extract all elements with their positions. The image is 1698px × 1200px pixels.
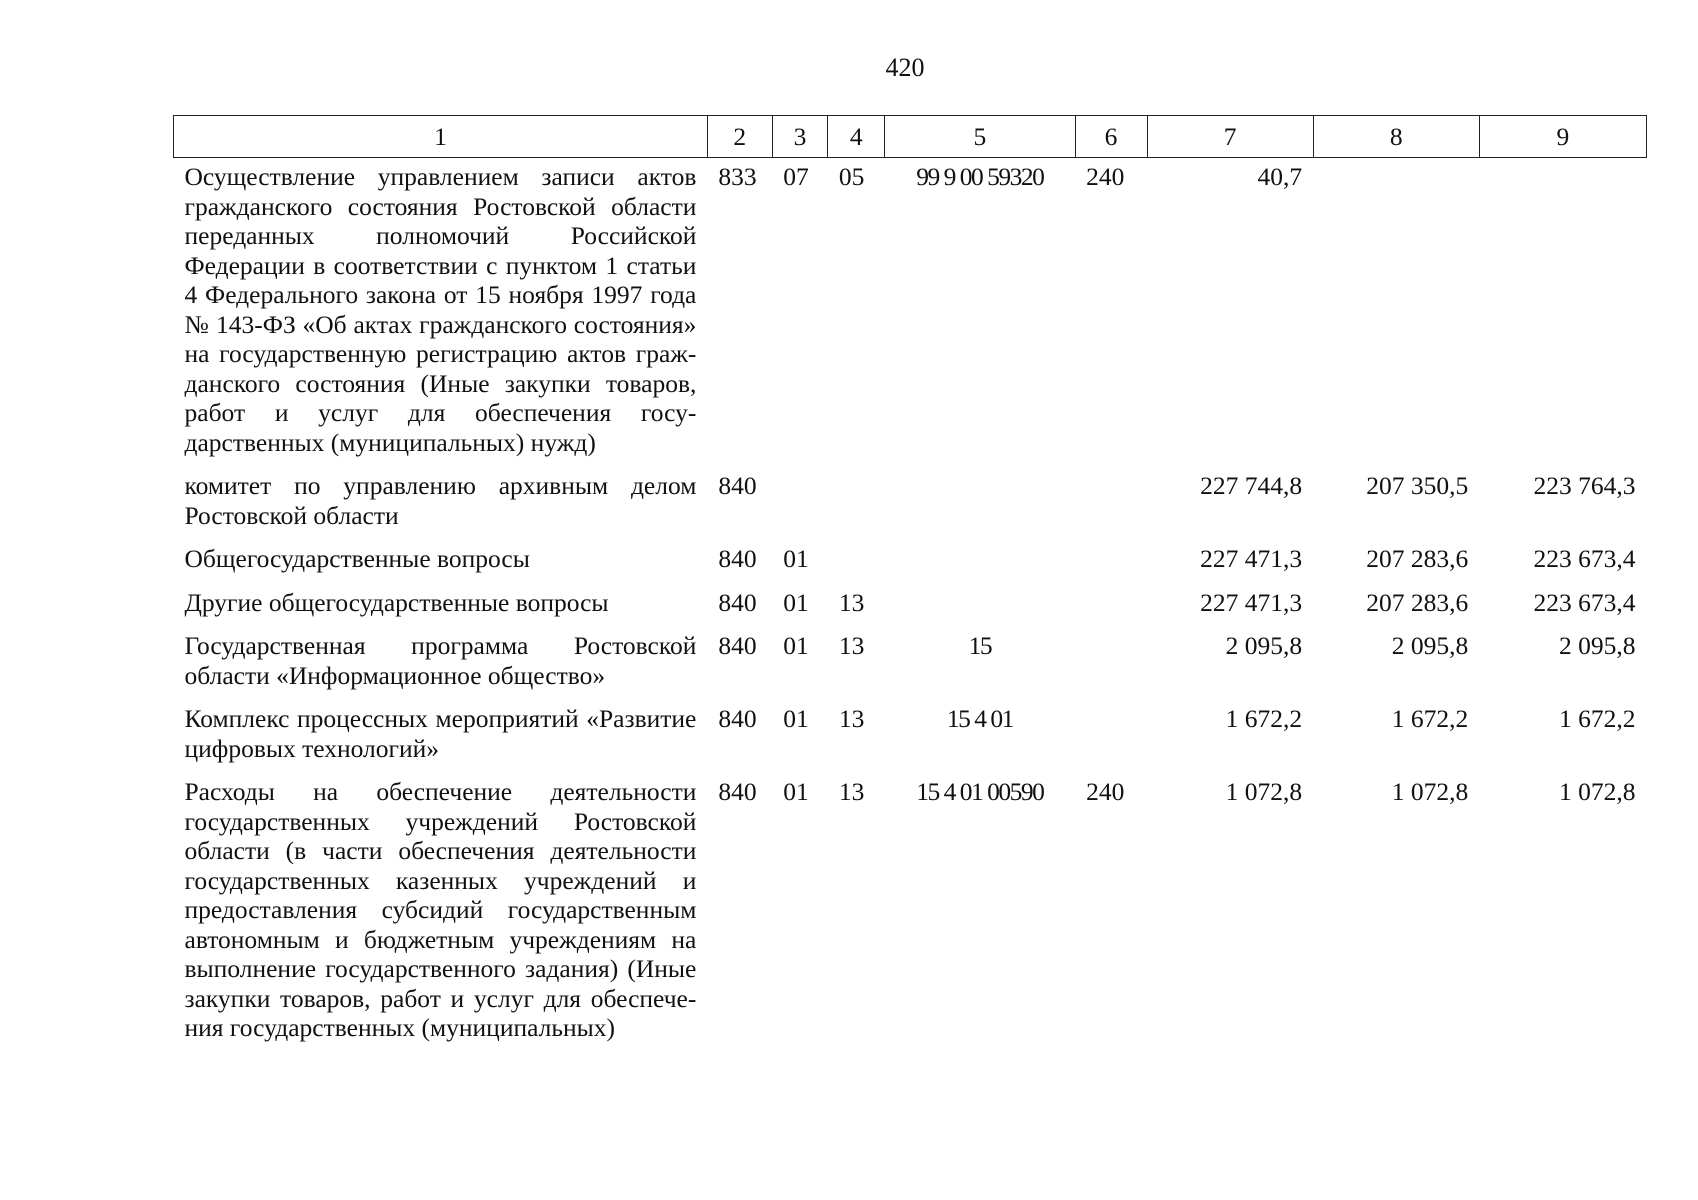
cell-c3: 01 — [783, 704, 809, 733]
cell-c2: 840 — [718, 587, 757, 617]
table-row — [174, 464, 1647, 537]
page-number: 420 — [885, 53, 925, 82]
table-header-row — [174, 116, 1647, 158]
cell-c4: 05 — [838, 162, 865, 191]
cell-c5: 15 4 01 00590 — [916, 777, 1044, 806]
row-name: Комплекс процессных мероприятий «Развитие цифровых технологий» — [184, 704, 697, 763]
cell-c6: 240 — [1086, 162, 1125, 191]
row-name: Расходы на обеспечение деятельности государственных учреждений Ростовской области (в части обеспечения деятельности государственных казенных учреждений и предоставления субсидий государственным автономным и бюджетным учреждениям на выполнение государственного задания) (Иные закупки товаров, работ и услуг для обеспечения государственных (муниципальных) — [184, 777, 697, 1042]
cell-c8: 2 095,8 — [1391, 631, 1469, 660]
cell-c7: 2 095,8 — [1225, 631, 1303, 660]
cell-c5: 99 9 00 59320 — [916, 162, 1044, 191]
cell-c4: 13 — [838, 704, 865, 733]
row-name: комитет по управлению архивным делом Ростовской области — [184, 471, 697, 530]
cell-c5 — [885, 581, 1075, 625]
column-header: 6 — [1075, 116, 1147, 158]
cell-c9: 1 672,2 — [1559, 704, 1636, 733]
cell-c5 — [885, 537, 1075, 581]
cell-c3: 01 — [783, 544, 809, 573]
cell-c2: 840 — [718, 631, 757, 660]
column-header: 9 — [1479, 116, 1646, 158]
column-header: 1 — [174, 116, 708, 158]
column-header: 7 — [1147, 116, 1313, 158]
cell-c7: 1 672,2 — [1225, 704, 1303, 733]
cell-c8: 1 072,8 — [1391, 777, 1469, 806]
cell-c8: 207 283,6 — [1366, 587, 1469, 617]
cell-c9: 1 072,8 — [1559, 777, 1636, 806]
table-row — [174, 158, 1647, 465]
cell-c9: 223 673,4 — [1533, 544, 1636, 573]
cell-c9: 223 764,3 — [1533, 471, 1636, 500]
budget-table — [173, 115, 1647, 1050]
column-header: 5 — [885, 116, 1075, 158]
cell-c9 — [1479, 158, 1646, 465]
cell-c7: 40,7 — [1257, 162, 1303, 191]
cell-c2: 833 — [718, 162, 757, 191]
row-name: Осуществление управлением записи актов гражданского состояния Ростовской области переданных полномочий Российской Федерации в соответствии с пунктом 1 статьи 4 Федерального закона от 15 ноября 1997 года № 143-ФЗ «Об актах гражданского состояния» на государственную регистрацию актов гражданского состояния (Иные закупки товаров, работ и услуг для обеспечения государственных (муниципальных) нужд) — [184, 162, 697, 457]
cell-c9: 2 095,8 — [1559, 631, 1636, 660]
column-header: 8 — [1313, 116, 1479, 158]
cell-c4: 13 — [838, 587, 865, 617]
cell-c6 — [1075, 537, 1147, 581]
cell-c4 — [828, 464, 885, 537]
cell-c3: 01 — [783, 631, 809, 660]
cell-c7: 1 072,8 — [1225, 777, 1303, 806]
table-row — [174, 624, 1647, 697]
column-header: 3 — [772, 116, 828, 158]
cell-c6 — [1075, 581, 1147, 625]
table-row — [174, 697, 1647, 770]
cell-c3: 07 — [783, 162, 809, 191]
cell-c3: 01 — [783, 777, 809, 806]
cell-c2: 840 — [718, 544, 757, 573]
cell-c5: 15 4 01 — [946, 704, 1013, 733]
cell-c4: 13 — [838, 777, 865, 806]
cell-c8 — [1313, 158, 1479, 465]
cell-c6 — [1075, 624, 1147, 697]
cell-c3: 01 — [783, 587, 809, 617]
cell-c7: 227 744,8 — [1200, 471, 1303, 500]
cell-c6 — [1075, 464, 1147, 537]
table-row — [174, 581, 1647, 625]
cell-c7: 227 471,3 — [1200, 587, 1303, 617]
column-header: 2 — [707, 116, 772, 158]
cell-c2: 840 — [718, 704, 757, 733]
row-name: Другие общегосударственные вопросы — [184, 587, 609, 617]
cell-c5: 15 — [968, 631, 992, 660]
cell-c8: 207 350,5 — [1366, 471, 1469, 500]
cell-c6 — [1075, 697, 1147, 770]
cell-c7: 227 471,3 — [1200, 544, 1303, 573]
cell-c3 — [772, 464, 828, 537]
cell-c8: 1 672,2 — [1391, 704, 1469, 733]
row-name: Государственная программа Ростовской области «Информационное общество» — [184, 631, 697, 690]
cell-c4: 13 — [838, 631, 865, 660]
table-row — [174, 770, 1647, 1050]
column-header: 4 — [828, 116, 885, 158]
cell-c8: 207 283,6 — [1366, 544, 1469, 573]
row-name: Общегосударственные вопросы — [184, 544, 530, 573]
cell-c4 — [828, 537, 885, 581]
cell-c5 — [885, 464, 1075, 537]
cell-c2: 840 — [718, 471, 757, 500]
table-row — [174, 537, 1647, 581]
cell-c9: 223 673,4 — [1533, 587, 1636, 617]
cell-c6: 240 — [1086, 777, 1125, 806]
cell-c2: 840 — [718, 777, 757, 806]
